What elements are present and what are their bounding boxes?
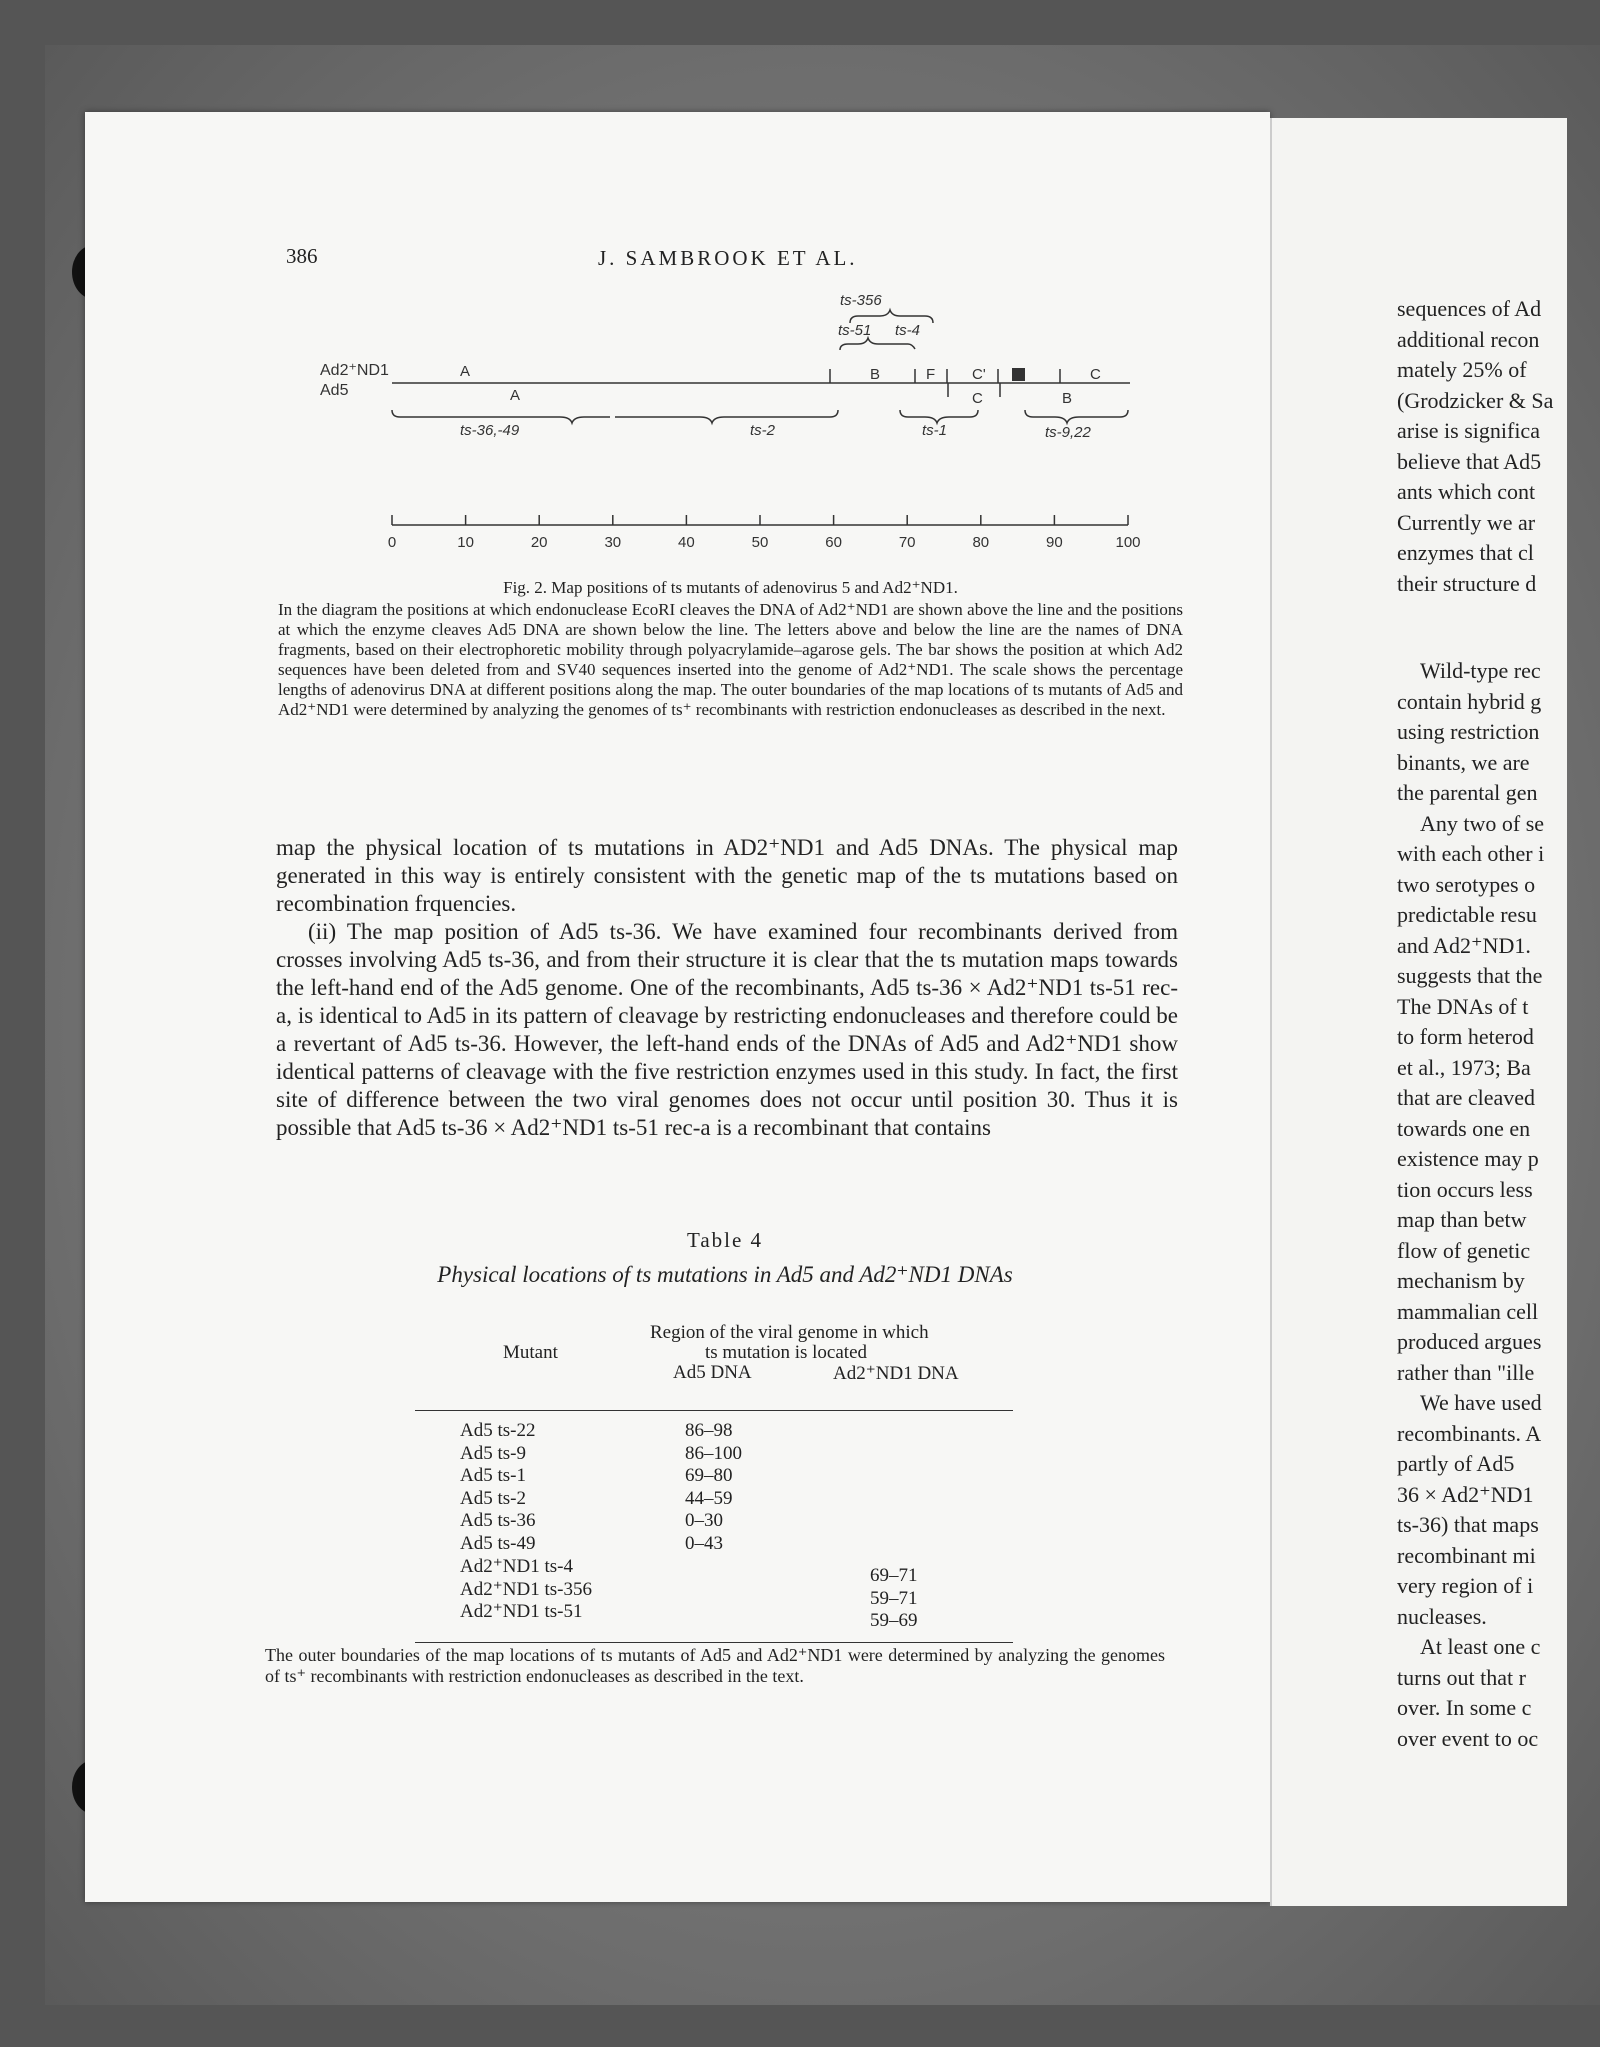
right-page-line: using restriction — [1397, 719, 1540, 744]
label-ts51: ts-51 — [838, 322, 872, 339]
scale-tick-label: 40 — [678, 534, 695, 551]
right-page-line: that are cleaved — [1397, 1085, 1536, 1110]
right-page-line: mechanism by — [1397, 1268, 1525, 1293]
label-ts356: ts-356 — [840, 292, 882, 309]
right-page-line: to form heterod — [1397, 1024, 1534, 1049]
right-page-line: ants which cont — [1397, 479, 1536, 504]
right-page-line: binants, we are — [1397, 749, 1530, 775]
fragment-top-c: C — [1090, 366, 1101, 383]
table-cell-mutant: Ad5 ts-36 — [460, 1510, 536, 1531]
table-cell-ad5: 86–98 — [685, 1420, 733, 1441]
table-cell-ad5: 0–30 — [685, 1510, 723, 1531]
body-text — [276, 834, 1178, 1142]
table-cell-ad2: 59–69 — [870, 1610, 918, 1631]
right-page-line: The DNAs of t — [1397, 993, 1529, 1019]
right-page-line: very region of i — [1397, 1573, 1534, 1598]
scale-tick-label: 0 — [387, 534, 397, 551]
table-rule-bottom — [415, 1642, 1013, 1643]
col-header-ad5: Ad5 DNA — [673, 1362, 752, 1383]
right-page-line: additional recon — [1397, 326, 1540, 352]
fragment-top-a: A — [460, 363, 471, 380]
table-cell-mutant: Ad5 ts-2 — [460, 1487, 526, 1509]
scale-tick-label: 70 — [898, 534, 916, 551]
page-number: 386 — [286, 244, 318, 268]
right-page-line: flow of genetic — [1397, 1237, 1531, 1263]
label-ts9-22: ts-9,22 — [1045, 424, 1091, 441]
table-cell-mutant: Ad5 ts-22 — [460, 1420, 536, 1441]
right-page-line: predictable resu — [1397, 902, 1537, 927]
table-note: The outer boundaries of the map locations of ts mutants of Ad5 and Ad2⁺ND1 were determined by analyzing the genomes of ts⁺ recombinants with restriction endonucleases as described in the text. — [265, 1645, 1165, 1686]
label-ts1: ts-1 — [922, 422, 948, 439]
right-page-line: (Grodzicker & Sa — [1397, 387, 1554, 413]
fragment-top-b: B — [870, 366, 881, 383]
fragment-top-c-prime: C' — [972, 366, 986, 383]
right-page-line: Any two of se — [1420, 810, 1545, 836]
right-page-line: map than betw — [1397, 1207, 1527, 1232]
scale-tick-label: 30 — [604, 534, 622, 551]
right-page — [1270, 118, 1567, 1906]
right-page-line: suggests that the — [1397, 963, 1543, 988]
caption-text: In the diagram the positions at which endonuclease EcoRI cleaves the DNA of Ad2⁺ND1 are shown above the line and the positions at which the enzyme cleaves Ad5 DNA are shown below the line. The letters above and below the line are the names of DNA fragments, based on their electrophoretic mobility through polyacrylamide–agarose gels. The bar shows the position at which Ad2 sequences have been deleted from and SV40 sequences inserted into the genome of Ad2⁺ND1. The scale shows the percentage lengths of adenovirus DNA at different positions along the map. The outer boundaries of the map locations of ts mutants of Ad5 and Ad2⁺ND1 were determined by analyzing the genomes of ts⁺ recombinants with restriction endonucleases as described in the next. — [278, 600, 1183, 719]
col-header-region-2: ts mutation is located — [705, 1342, 868, 1363]
table-cell-mutant: Ad5 ts-49 — [460, 1532, 536, 1554]
row-label-ad5: Ad5 — [320, 382, 349, 399]
table-cell-ad5: 0–43 — [685, 1532, 723, 1554]
table-cell-mutant: Ad5 ts-1 — [460, 1465, 526, 1486]
col-header-region: Region of the viral genome in which — [650, 1322, 929, 1343]
percentage-scale — [388, 515, 1141, 551]
fragment-top-f: F — [926, 366, 936, 383]
scale-tick-label: 10 — [457, 534, 474, 551]
right-page-line: nucleases. — [1397, 1603, 1487, 1629]
table-title: Table 4 — [686, 1228, 764, 1252]
scale-tick-label: 60 — [825, 534, 842, 551]
table-rule-top — [415, 1410, 1013, 1411]
right-page-line: Wild-type rec — [1420, 658, 1541, 683]
right-page-line: We have used — [1420, 1390, 1542, 1415]
right-page-line: their structure d — [1397, 570, 1537, 596]
table-cell-mutant: Ad5 ts-9 — [460, 1442, 526, 1464]
fragment-bottom-c: C — [972, 390, 983, 407]
bracket-ts2 — [615, 410, 838, 423]
table-cell-ad5: 86–100 — [685, 1442, 742, 1464]
scale-tick-label: 80 — [972, 534, 990, 551]
right-page-line: rather than "ille — [1397, 1359, 1535, 1385]
bracket-ts9-22 — [1025, 410, 1128, 423]
deletion-bar — [1012, 368, 1025, 381]
right-page-line: two serotypes o — [1397, 871, 1536, 897]
right-page-line: Currently we ar — [1397, 509, 1536, 535]
table-cell-ad2: 69–71 — [870, 1565, 918, 1586]
bracket-ts51 — [840, 338, 895, 350]
paragraph-1: map the physical location of ts mutations in AD2⁺ND1 and Ad5 DNAs. The physical map generated in this way is entirely consistent with the genetic map of the ts mutations based on recombination frquencies. — [276, 835, 1178, 916]
scale-tick-label: 20 — [530, 534, 548, 551]
right-page-line: partly of Ad5 — [1397, 1451, 1515, 1476]
right-page-line: enzymes that cl — [1397, 540, 1534, 565]
fragment-bottom-b: B — [1062, 390, 1073, 407]
right-page-line: existence may p — [1397, 1146, 1539, 1171]
right-page-line: with each other i — [1397, 841, 1545, 866]
right-page-line: believe that Ad5 — [1397, 448, 1542, 474]
table-cell-ad2: 59–71 — [870, 1587, 918, 1609]
right-page-line: over. In some c — [1397, 1695, 1532, 1720]
right-page-line: mammalian cell — [1397, 1298, 1539, 1324]
scale-tick-label: 90 — [1046, 534, 1063, 551]
scale-tick-label: 100 — [1115, 534, 1141, 551]
fragment-bottom-a: A — [510, 387, 521, 404]
col-header-ad2: Ad2⁺ND1 DNA — [833, 1363, 959, 1384]
right-page-line: ts-36) that maps — [1397, 1512, 1539, 1537]
right-page-line: and Ad2⁺ND1. — [1397, 932, 1531, 958]
table-cell-mutant: Ad2⁺ND1 ts-51 — [460, 1601, 583, 1622]
caption-title: Fig. 2. Map positions of ts mutants of adenovirus 5 and Ad2⁺ND1. — [503, 578, 958, 597]
scale-tick-label: 50 — [751, 534, 769, 551]
figure-caption — [278, 578, 1183, 720]
right-page-line: sequences of Ad — [1397, 296, 1542, 321]
right-page-line: over event to oc — [1397, 1725, 1539, 1751]
right-page-line: the parental gen — [1397, 780, 1538, 805]
right-page-line: et al., 1973; Ba — [1397, 1054, 1531, 1080]
running-head: J. SAMBROOK ET AL. — [598, 246, 858, 270]
right-page-line: mately 25% of — [1397, 357, 1527, 382]
right-page-line: turns out that r — [1397, 1664, 1526, 1690]
right-page-line: At least one c — [1420, 1634, 1541, 1659]
right-page-line: recombinants. A — [1397, 1420, 1542, 1446]
right-page-line: 36 × Ad2⁺ND1 — [1397, 1481, 1534, 1507]
paragraph-2: (ii) The map position of Ad5 ts-36. We have examined four recombinants derived from crosses involving Ad5 ts-36, and from their structure it is clear that the ts mutation maps towards the left-hand end of the Ad5 genome. One of the recombinants, Ad5 ts-36 × Ad2⁺ND1 ts-51 rec-a, is identical to Ad5 in its pattern of cleavage by restricting endonucleases and therefore could be a revertant of Ad5 ts-36. However, the left-hand ends of the DNAs of Ad5 and Ad2⁺ND1 show identical patterns of cleavage with the five restriction enzymes used in this study. In fact, the first site of difference between the two viral genomes does not occur until position 30. Thus it is possible that Ad5 ts-36 × Ad2⁺ND1 ts-51 rec-a is a recombinant that contains — [276, 919, 1178, 1140]
bracket-ts4 — [895, 344, 915, 349]
map-figure — [310, 285, 1160, 560]
right-page-line: arise is significa — [1397, 418, 1540, 443]
right-page-line: contain hybrid g — [1397, 688, 1542, 714]
table-subtitle: Physical locations of ts mutations in Ad5 and Ad2⁺ND1 DNAs — [437, 1262, 1013, 1287]
label-ts2: ts-2 — [750, 422, 776, 439]
row-label-ad2: Ad2⁺ND1 — [320, 362, 389, 379]
right-page-line: produced argues — [1397, 1329, 1542, 1354]
table-cell-ad5: 69–80 — [685, 1465, 733, 1486]
right-page-line: towards one en — [1397, 1115, 1531, 1141]
label-ts4: ts-4 — [895, 322, 921, 339]
right-page-line: recombinant mi — [1397, 1542, 1536, 1568]
table-cell-mutant: Ad2⁺ND1 ts-4 — [460, 1556, 573, 1577]
table-cell-ad5: 44–59 — [685, 1487, 733, 1509]
label-ts36-49: ts-36,-49 — [460, 422, 520, 439]
right-page-line: tion occurs less — [1397, 1176, 1533, 1202]
table-cell-mutant: Ad2⁺ND1 ts-356 — [460, 1578, 592, 1600]
col-header-mutant: Mutant — [503, 1342, 558, 1363]
